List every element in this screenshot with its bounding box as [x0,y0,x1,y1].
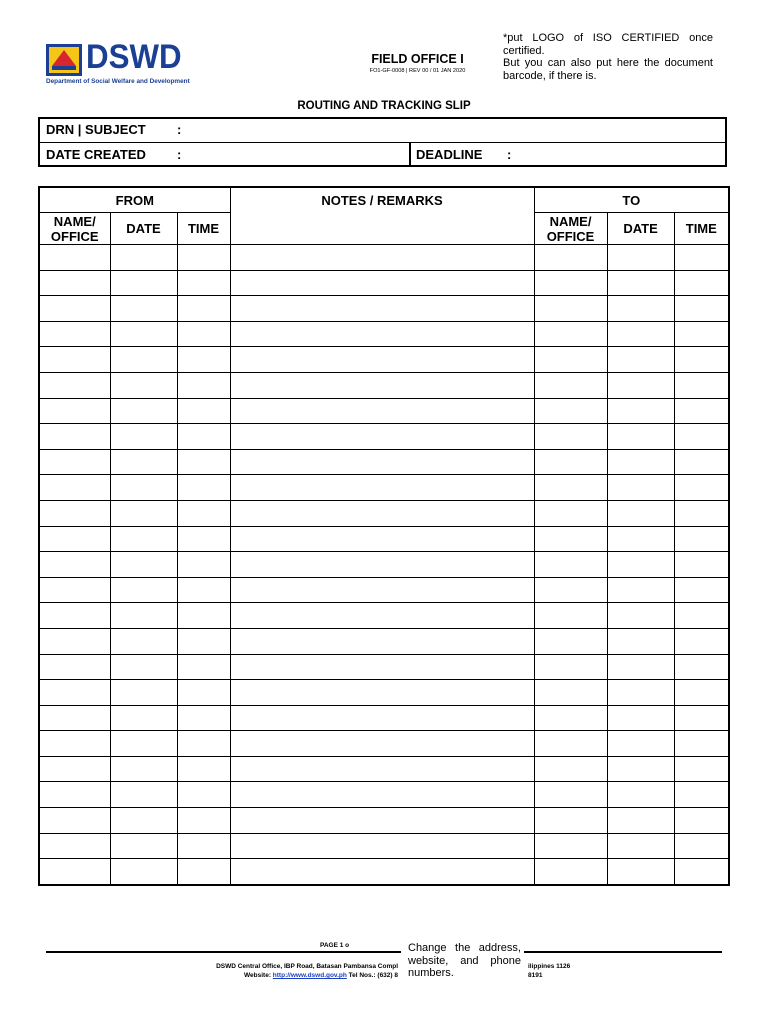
notes-cell[interactable] [230,296,534,322]
to-date-cell[interactable] [607,270,674,296]
from-date-cell[interactable] [110,654,177,680]
change-note [408,942,521,980]
table-row [39,680,729,706]
to-date-cell[interactable] [607,833,674,859]
to-name-office-cell[interactable] [534,731,607,757]
notes-cell[interactable] [230,552,534,578]
table-row [39,756,729,782]
from-time-cell[interactable] [177,577,230,603]
to-name-office-cell[interactable] [534,833,607,859]
notes-cell[interactable] [230,603,534,629]
from-time-header: TIME [177,213,230,245]
to-date-cell[interactable] [607,782,674,808]
to-time-cell[interactable] [674,782,729,808]
form-title: ROUTING AND TRACKING SLIP [297,100,471,112]
from-date-cell[interactable] [110,321,177,347]
to-time-header: TIME [674,213,729,245]
from-name-office-cell[interactable] [39,321,110,347]
iso-note-line: *put LOGO of ISO CERTIFIED once [503,32,713,44]
notes-cell[interactable] [230,424,534,450]
to-name-office-cell[interactable] [534,372,607,398]
notes-cell[interactable] [230,756,534,782]
date-created-label: DATE CREATED [46,147,146,162]
table-header-row [39,187,729,213]
to-time-cell[interactable] [674,859,729,885]
notes-cell[interactable] [230,500,534,526]
to-date-cell[interactable] [607,245,674,271]
footer-tail-line: ilippines 1126 [528,963,571,970]
from-name-office-cell[interactable] [39,859,110,885]
deadline-label: DEADLINE [416,147,483,162]
from-date-header: DATE [110,213,177,245]
from-date-cell[interactable] [110,859,177,885]
to-date-header: DATE [607,213,674,245]
name-label: NAME/ [53,213,96,229]
table-body [39,245,729,885]
to-date-cell[interactable] [607,526,674,552]
to-name-office-cell[interactable] [534,296,607,322]
from-date-cell[interactable] [110,833,177,859]
drn-subject-row [40,119,725,143]
footer-address: DSWD Central Office, IBP Road, Batasan Pambansa Compl [216,963,398,970]
to-time-cell[interactable] [674,296,729,322]
from-date-cell[interactable] [110,398,177,424]
to-date-cell[interactable] [607,756,674,782]
change-note-line: Change the address, [408,942,521,954]
to-time-cell[interactable] [674,500,729,526]
from-date-cell[interactable] [110,245,177,271]
to-date-cell[interactable] [607,449,674,475]
iso-note-line: barcode, if there is. [503,69,597,82]
from-name-office-cell[interactable] [39,603,110,629]
to-date-cell[interactable] [607,654,674,680]
info-divider [409,143,411,167]
to-time-cell[interactable] [674,731,729,757]
to-time-cell[interactable] [674,372,729,398]
from-time-cell[interactable] [177,526,230,552]
table-row [39,603,729,629]
to-date-cell[interactable] [607,577,674,603]
table-row [39,296,729,322]
to-name-office-cell[interactable] [534,808,607,834]
to-date-cell[interactable] [607,859,674,885]
from-date-cell[interactable] [110,270,177,296]
from-time-cell[interactable] [177,680,230,706]
table-row [39,705,729,731]
tel-label: Tel Nos.: (632) 8 [346,972,398,979]
notes-cell[interactable] [230,347,534,373]
from-time-cell[interactable] [177,654,230,680]
footer-rule-right [524,951,722,953]
page-number: PAGE 1 o [320,942,350,949]
from-date-cell[interactable] [110,500,177,526]
to-name-office-cell[interactable] [534,424,607,450]
to-name-office-cell[interactable] [534,705,607,731]
to-date-cell[interactable] [607,628,674,654]
notes-cell[interactable] [230,833,534,859]
to-time-cell[interactable] [674,449,729,475]
table-row [39,577,729,603]
table-row [39,245,729,271]
from-time-cell[interactable] [177,731,230,757]
from-name-office-cell[interactable] [39,372,110,398]
from-time-cell[interactable] [177,347,230,373]
table-row [39,449,729,475]
from-name-office-header [39,213,110,245]
table-row [39,628,729,654]
table-row [39,833,729,859]
dswd-logo [46,38,202,88]
to-name-office-cell[interactable] [534,577,607,603]
to-time-cell[interactable] [674,347,729,373]
notes-cell[interactable] [230,270,534,296]
to-time-cell[interactable] [674,245,729,271]
from-name-office-cell[interactable] [39,705,110,731]
to-name-office-cell[interactable] [534,270,607,296]
drn-colon: : [177,122,182,137]
from-name-office-cell[interactable] [39,756,110,782]
document-code: FO1-GF-0008 | REV 00 / 01 JAN 2020 [369,68,466,74]
from-time-cell[interactable] [177,398,230,424]
to-date-cell[interactable] [607,424,674,450]
from-time-cell[interactable] [177,808,230,834]
to-date-cell[interactable] [607,705,674,731]
from-time-cell[interactable] [177,782,230,808]
iso-note [503,32,713,82]
from-date-cell[interactable] [110,782,177,808]
website-link[interactable]: http://www.dswd.gov.ph [272,972,347,979]
to-name-office-cell[interactable] [534,654,607,680]
from-header: FROM [39,187,230,213]
to-date-cell[interactable] [607,500,674,526]
from-date-cell[interactable] [110,475,177,501]
footer-rule-left [46,951,401,953]
notes-cell[interactable] [230,654,534,680]
from-time-cell[interactable] [177,372,230,398]
iso-note-line: certified. [503,44,545,57]
to-time-cell[interactable] [674,552,729,578]
from-time-cell[interactable] [177,500,230,526]
notes-cell[interactable] [230,475,534,501]
from-name-office-cell[interactable] [39,296,110,322]
from-time-cell[interactable] [177,705,230,731]
from-name-office-cell[interactable] [39,475,110,501]
from-date-cell[interactable] [110,731,177,757]
table-row [39,526,729,552]
notes-cell[interactable] [230,321,534,347]
to-time-cell[interactable] [674,705,729,731]
iso-note-line: But you can also put here the document [503,57,713,69]
drn-subject-label: DRN | SUBJECT [46,122,146,137]
deadline-colon: : [507,147,512,162]
from-name-office-cell[interactable] [39,654,110,680]
to-name-office-cell[interactable] [534,859,607,885]
from-time-cell[interactable] [177,859,230,885]
to-name-office-cell[interactable] [534,321,607,347]
from-time-cell[interactable] [177,245,230,271]
from-name-office-cell[interactable] [39,731,110,757]
to-name-office-cell[interactable] [534,526,607,552]
from-name-office-cell[interactable] [39,424,110,450]
from-name-office-cell[interactable] [39,577,110,603]
to-name-office-cell[interactable] [534,500,607,526]
to-date-cell[interactable] [607,808,674,834]
change-note-line: numbers. [408,967,454,979]
from-name-office-cell[interactable] [39,245,110,271]
to-name-office-cell[interactable] [534,449,607,475]
to-date-cell[interactable] [607,475,674,501]
from-name-office-cell[interactable] [39,347,110,373]
table-row [39,859,729,885]
table-row [39,731,729,757]
from-name-office-cell[interactable] [39,398,110,424]
to-name-office-cell[interactable] [534,680,607,706]
to-time-cell[interactable] [674,833,729,859]
table-row [39,372,729,398]
from-time-cell[interactable] [177,628,230,654]
table-row [39,552,729,578]
to-header: TO [534,187,729,213]
notes-cell[interactable] [230,628,534,654]
from-date-cell[interactable] [110,347,177,373]
notes-cell[interactable] [230,449,534,475]
from-name-office-cell[interactable] [39,270,110,296]
notes-header: NOTES / REMARKS [230,187,534,245]
to-name-office-cell[interactable] [534,756,607,782]
notes-cell[interactable] [230,859,534,885]
table-row [39,398,729,424]
table-row [39,500,729,526]
to-date-cell[interactable] [607,398,674,424]
change-note-line: website, and phone [408,954,521,967]
to-name-office-cell[interactable] [534,475,607,501]
from-date-cell[interactable] [110,449,177,475]
table-row [39,347,729,373]
to-name-office-header [534,213,607,245]
notes-cell[interactable] [230,808,534,834]
to-time-cell[interactable] [674,756,729,782]
to-name-office-cell[interactable] [534,347,607,373]
from-date-cell[interactable] [110,680,177,706]
from-name-office-cell[interactable] [39,449,110,475]
table-row [39,654,729,680]
office-title: FIELD OFFICE I [371,52,464,66]
notes-cell[interactable] [230,782,534,808]
from-time-cell[interactable] [177,552,230,578]
logo-subtitle: Department of Social Welfare and Development [46,78,190,85]
from-time-cell[interactable] [177,833,230,859]
form-info-box [38,117,727,167]
date-created-colon: : [177,147,182,162]
from-name-office-cell[interactable] [39,833,110,859]
from-name-office-cell[interactable] [39,782,110,808]
from-date-cell[interactable] [110,372,177,398]
to-date-cell[interactable] [607,296,674,322]
notes-cell[interactable] [230,526,534,552]
to-date-cell[interactable] [607,731,674,757]
notes-cell[interactable] [230,577,534,603]
from-name-office-cell[interactable] [39,552,110,578]
office-label: OFFICE [546,228,595,244]
to-date-cell[interactable] [607,372,674,398]
to-date-cell[interactable] [607,552,674,578]
from-name-office-cell[interactable] [39,628,110,654]
to-date-cell[interactable] [607,680,674,706]
logo-wordmark: DSWD [86,38,182,76]
table-row [39,475,729,501]
to-time-cell[interactable] [674,603,729,629]
website-label: Website: [244,972,273,979]
from-name-office-cell[interactable] [39,680,110,706]
to-time-cell[interactable] [674,808,729,834]
table-row [39,321,729,347]
notes-cell[interactable] [230,680,534,706]
notes-cell[interactable] [230,372,534,398]
from-time-cell[interactable] [177,449,230,475]
table-row [39,424,729,450]
to-name-office-cell[interactable] [534,782,607,808]
from-date-cell[interactable] [110,603,177,629]
to-time-cell[interactable] [674,475,729,501]
from-date-cell[interactable] [110,577,177,603]
to-time-cell[interactable] [674,424,729,450]
to-name-office-cell[interactable] [534,552,607,578]
from-date-cell[interactable] [110,526,177,552]
to-time-cell[interactable] [674,577,729,603]
from-name-office-cell[interactable] [39,808,110,834]
office-label: OFFICE [50,228,99,244]
from-date-cell[interactable] [110,808,177,834]
to-name-office-cell[interactable] [534,628,607,654]
from-time-cell[interactable] [177,321,230,347]
from-time-cell[interactable] [177,296,230,322]
to-date-cell[interactable] [607,321,674,347]
from-time-cell[interactable] [177,475,230,501]
notes-cell[interactable] [230,705,534,731]
to-name-office-cell[interactable] [534,603,607,629]
from-time-cell[interactable] [177,270,230,296]
to-date-cell[interactable] [607,347,674,373]
to-time-cell[interactable] [674,398,729,424]
from-name-office-cell[interactable] [39,526,110,552]
dswd-emblem-icon [46,44,82,76]
to-time-cell[interactable] [674,526,729,552]
to-name-office-cell[interactable] [534,398,607,424]
to-time-cell[interactable] [674,628,729,654]
from-time-cell[interactable] [177,756,230,782]
name-label: NAME/ [549,213,592,229]
to-time-cell[interactable] [674,680,729,706]
from-date-cell[interactable] [110,756,177,782]
notes-cell[interactable] [230,398,534,424]
notes-cell[interactable] [230,245,534,271]
routing-table [38,186,730,886]
from-date-cell[interactable] [110,552,177,578]
to-time-cell[interactable] [674,270,729,296]
from-date-cell[interactable] [110,628,177,654]
from-time-cell[interactable] [177,424,230,450]
to-name-office-cell[interactable] [534,245,607,271]
from-date-cell[interactable] [110,424,177,450]
from-date-cell[interactable] [110,705,177,731]
to-time-cell[interactable] [674,321,729,347]
table-row [39,782,729,808]
notes-cell[interactable] [230,731,534,757]
to-date-cell[interactable] [607,603,674,629]
from-name-office-cell[interactable] [39,500,110,526]
from-date-cell[interactable] [110,296,177,322]
table-row [39,270,729,296]
table-row [39,808,729,834]
footer-tail-line: 8191 [528,972,543,979]
from-time-cell[interactable] [177,603,230,629]
footer-contact [150,972,398,979]
to-time-cell[interactable] [674,654,729,680]
